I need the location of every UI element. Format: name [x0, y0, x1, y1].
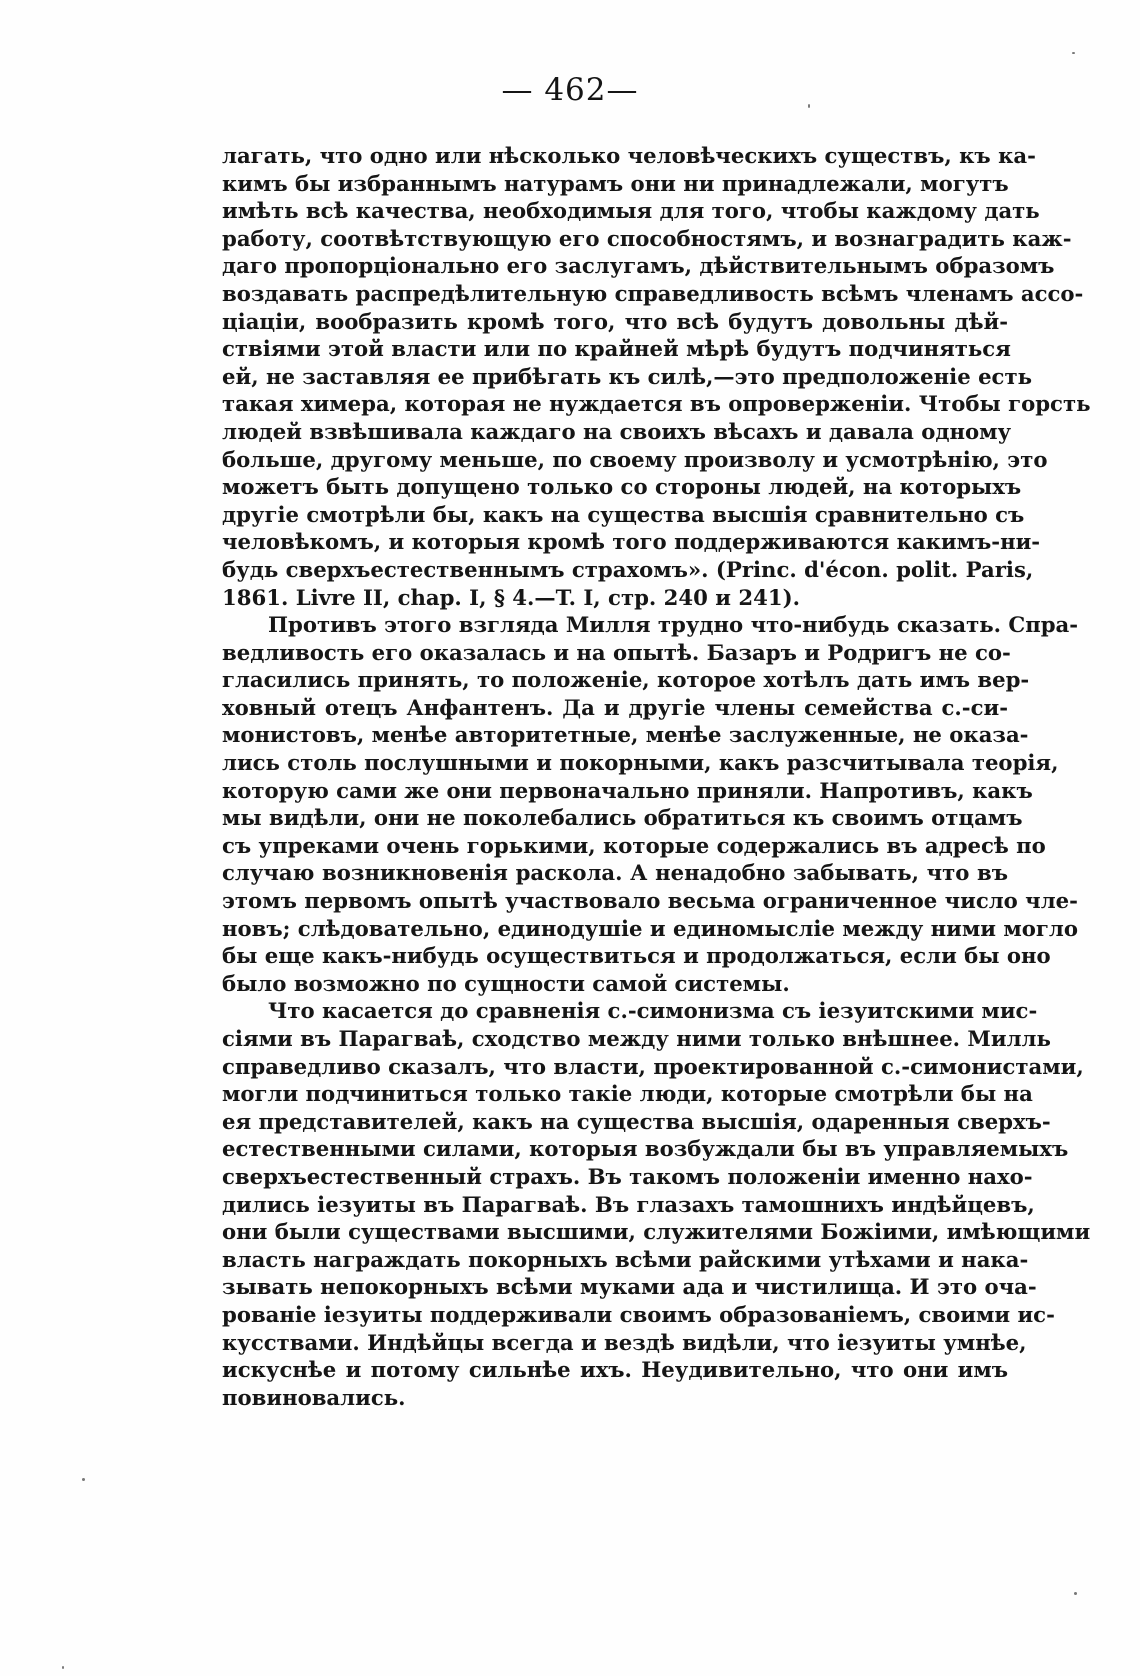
text-line: имѣть всѣ качества, необходимыя для того, чтобы каждому дать — [222, 198, 1040, 224]
text-line: воздавать распредѣлительную справедливость всѣмъ членамъ ассо- — [222, 280, 1084, 306]
text-line: этомъ первомъ опытѣ участвовало весьма ограниченное число чле- — [222, 888, 1078, 914]
text-line: повиновались. — [222, 1384, 406, 1410]
paper-speck — [808, 104, 810, 108]
text-line: работу, соотвѣтствующую его способностямъ, и вознаградить каж- — [222, 225, 1072, 251]
text-line: естественными силами, которыя возбуждали бы въ управляемыхъ — [222, 1136, 1069, 1162]
text-line: лись столь послушными и покорными, какъ разсчитывала теорія, — [222, 750, 1059, 776]
text-line: людей взвѣшивала каждаго на своихъ вѣсахъ и давала одному — [222, 418, 1012, 444]
text-line: случаю возникновенія раскола. А ненадобно забывать, что въ — [222, 860, 1008, 886]
text-line: ея представителей, какъ на существа высшія, одаренныя сверхъ- — [222, 1108, 1051, 1134]
paper-speck — [1074, 1592, 1077, 1595]
text-line: сіями въ Парагваѣ, сходство между ними только внѣшнее. Милль — [222, 1026, 1051, 1051]
text-line: сверхъестественный страхъ. Въ такомъ положеніи именно нахо- — [222, 1163, 1033, 1189]
text-line: будь сверхъестественнымъ страхомъ». (Princ. d'écon. polit. Paris, — [222, 556, 1034, 582]
text-line: могли подчиниться только такіе люди, которые смотрѣли бы на — [222, 1081, 1033, 1107]
text-line: 1861. Livre II, chap. I, § 4.—T. I, стр. 240 и 241). — [222, 584, 800, 610]
text-line: они были существами высшими, служителями Божіими, имѣющими — [222, 1219, 1091, 1245]
text-line: зывать непокорныхъ всѣми муками ада и чистилища. И это оча- — [222, 1274, 1037, 1300]
text-line: гласились принять, то положеніе, которое хотѣлъ дать имъ вер- — [222, 667, 1030, 693]
text-line: искуснѣе и потому сильнѣе ихъ. Неудивительно, что они имъ — [222, 1357, 1008, 1383]
page-number: — 462— — [501, 72, 639, 108]
text-line: ведливость его оказалась и на опытѣ. Базаръ и Родригъ не со- — [222, 639, 1011, 665]
text-line: мы видѣли, они не поколебались обратиться къ своимъ отцамъ — [222, 805, 1023, 831]
paragraph — [222, 142, 1091, 611]
text-line: другіе смотрѣли бы, какъ на существа высшія сравнительно съ — [222, 501, 1025, 527]
text-line: справедливо сказалъ, что власти, проектированной с.-симонистами, — [222, 1053, 1084, 1079]
text-line: Что касается до сравненія с.-симонизма съ іезуитскими мис- — [268, 998, 1038, 1024]
text-line: такая химера, которая не нуждается въ опроверженіи. Чтобы горсть — [222, 391, 1091, 417]
text-line: монистовъ, менѣе авторитетные, менѣе заслуженные, не оказа- — [222, 722, 1029, 748]
text-line: было возможно по сущности самой системы. — [222, 970, 790, 996]
paper-speck — [62, 1666, 64, 1669]
paragraph — [222, 611, 1079, 997]
paper-speck — [1072, 52, 1075, 54]
text-line: новъ; слѣдовательно, единодушіе и единомысліе между ними могло — [222, 915, 1078, 941]
paper-speck — [82, 1478, 85, 1481]
text-line: которую сами же они первоначально приняли. Напротивъ, какъ — [222, 777, 1033, 803]
text-line: ей, не заставляя ее прибѣгать къ силѣ,—это предположеніе есть — [222, 363, 1032, 389]
text-line: бы еще какъ-нибудь осуществиться и продолжаться, если бы оно — [222, 943, 1051, 969]
text-line: ховный отецъ Анфантенъ. Да и другіе члены семейства с.-си- — [222, 694, 1008, 720]
body-text — [222, 142, 1091, 1411]
text-line: съ упреками очень горькими, которые содержались въ адресѣ по — [222, 832, 1046, 858]
text-line: кусствами. Индѣйцы всегда и вездѣ видѣли, что іезуиты умнѣе, — [222, 1329, 1027, 1355]
text-line: кимъ бы избраннымъ натурамъ они ни принадлежали, могутъ — [222, 170, 1009, 196]
text-line: дились іезуиты въ Парагваѣ. Въ глазахъ тамошнихъ индѣйцевъ, — [222, 1191, 1035, 1217]
paragraph — [222, 997, 1091, 1411]
text-line: ствіями этой власти или по крайней мѣрѣ будутъ подчиняться — [222, 336, 1011, 362]
text-line: рованіе іезуиты поддерживали своимъ образованіемъ, своими ис- — [222, 1301, 1055, 1327]
text-line: ціаціи, вообразить кромѣ того, что всѣ будутъ довольны дѣй- — [222, 308, 1008, 334]
text-line: больше, другому меньше, по своему произволу и усмотрѣнію, это — [222, 446, 1048, 472]
text-line: Противъ этого взгляда Милля трудно что-нибудь сказать. Спра- — [268, 612, 1079, 638]
text-line: власть награждать покорныхъ всѣми райскими утѣхами и нака- — [222, 1246, 1029, 1272]
text-line: можетъ быть допущено только со стороны людей, на которыхъ — [222, 474, 1022, 500]
text-line: даго пропорціонально его заслугамъ, дѣйствительнымъ образомъ — [222, 253, 1055, 279]
text-line: человѣкомъ, и которыя кромѣ того поддерживаются какимъ-ни- — [222, 529, 1041, 555]
text-line: лагать, что одно или нѣсколько человѣческихъ существъ, къ ка- — [222, 143, 1036, 168]
